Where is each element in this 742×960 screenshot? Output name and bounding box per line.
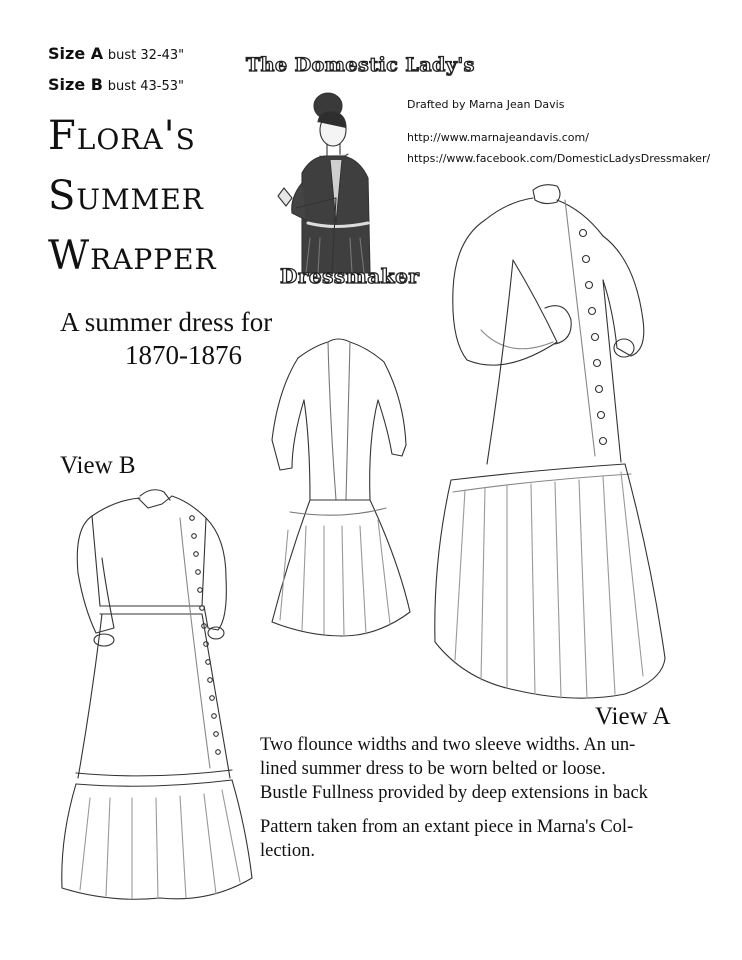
description-line-1: Two flounce widths and two sleeve widths. An un-	[260, 735, 636, 755]
back-view-dress-drawing	[258, 330, 428, 670]
view-a-buttons	[575, 225, 615, 495]
size-b-line	[48, 75, 184, 94]
view-b-button-placket	[182, 510, 242, 790]
size-b-range: bust 43-53"	[107, 79, 184, 94]
domestic-ladys-dressmaker-logo	[240, 48, 475, 293]
subtitle-line-2: 1870-1876	[125, 340, 242, 370]
website-link[interactable]: http://www.marnajeandavis.com/	[407, 131, 589, 144]
view-b-label: View B	[60, 452, 136, 479]
drafted-by-text: Drafted by Marna Jean Davis	[407, 98, 565, 111]
title-line-1: Flora's	[48, 113, 196, 159]
subtitle-line-1: A summer dress for	[60, 307, 273, 337]
logo-bottom-text: Dressmaker	[280, 264, 420, 288]
pattern-description	[260, 733, 700, 863]
description-line-5: lection.	[260, 841, 315, 861]
pattern-title	[48, 112, 268, 280]
size-b-label: Size B	[48, 75, 103, 94]
description-line-2: lined summer dress to be worn belted or loose.	[260, 759, 606, 779]
description-line-4: Pattern taken from an extant piece in Marna's Col-	[260, 817, 634, 837]
size-a-line	[48, 44, 184, 63]
size-a-label: Size A	[48, 44, 104, 63]
view-a-label: View A	[595, 703, 671, 730]
size-a-range: bust 32-43"	[107, 48, 185, 63]
facebook-link[interactable]: https://www.facebook.com/DomesticLadysDressmaker/	[407, 152, 711, 165]
logo-top-text: The Domestic Lady's	[246, 54, 475, 76]
title-line-2: Summer	[48, 173, 204, 219]
view-a-dress-drawing	[425, 180, 685, 720]
title-line-3: Wrapper	[48, 233, 217, 279]
lady-portrait-illustration	[240, 48, 410, 293]
description-line-3: Bustle Fullness provided by deep extensions in back	[260, 783, 648, 803]
